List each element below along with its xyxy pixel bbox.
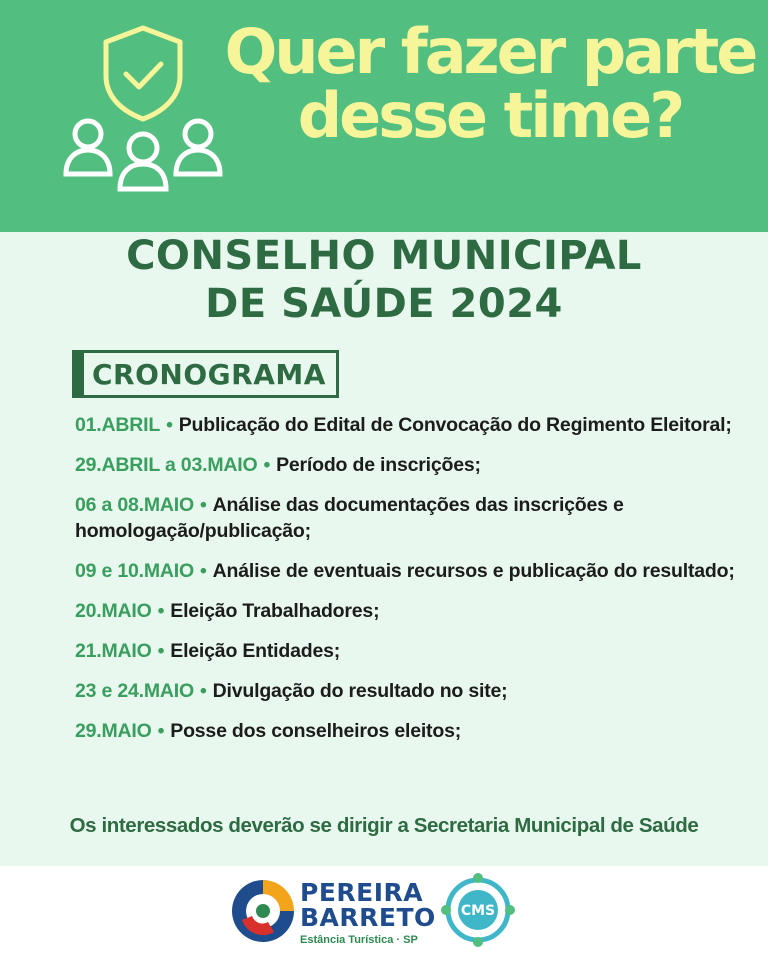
pb-subtitle: Estância Turística · SP [300, 934, 418, 946]
pb-line1: PEREIRA [300, 878, 424, 907]
bullet-separator: • [200, 680, 207, 702]
cms-logo-icon [440, 872, 516, 948]
page-title [0, 232, 768, 328]
cms-logo-text: CMS [460, 903, 496, 919]
schedule-item [75, 718, 735, 744]
schedule-date: 01.ABRIL [75, 414, 161, 436]
headline-line1: Quer fazer parte [224, 15, 756, 88]
schedule-desc: Análise das documentações das inscrições e homologação/publicação; [75, 494, 624, 542]
footer-note: Os interessados deverão se dirigir a Secretaria Municipal de Saúde [69, 814, 699, 837]
bullet-separator: • [157, 640, 165, 662]
bullet-separator: • [263, 454, 271, 476]
schedule-item [75, 452, 735, 478]
schedule-date: 20.MAIO [75, 600, 152, 622]
hero-illustration [58, 22, 228, 192]
users-group-icon [66, 121, 220, 189]
pereira-barreto-wordmark [300, 880, 436, 946]
schedule-date: 06 a 08.MAIO [75, 494, 194, 516]
schedule-item [75, 412, 735, 438]
schedule-item [75, 492, 735, 544]
schedule-desc: Eleição Entidades; [170, 640, 341, 662]
bullet-separator: • [157, 600, 165, 622]
headline [220, 15, 760, 152]
pb-line2: BARRETO [300, 903, 436, 932]
schedule-date: 29.MAIO [75, 720, 152, 742]
schedule-item [75, 558, 735, 584]
schedule-desc: Publicação do Edital de Convocação do Regimento Eleitoral; [178, 414, 732, 436]
schedule-desc: Período de inscrições; [276, 454, 481, 476]
shield-check-icon [106, 28, 180, 119]
schedule-item [75, 598, 735, 624]
title-line1: CONSELHO MUNICIPAL [126, 233, 642, 279]
schedule-date: 29.ABRIL a 03.MAIO [75, 454, 258, 476]
schedule-desc: Posse dos conselheiros eleitos; [170, 720, 462, 742]
bullet-separator: • [157, 720, 165, 742]
schedule-date: 21.MAIO [75, 640, 152, 662]
schedule-desc: Análise de eventuais recursos e publicação do resultado; [212, 560, 735, 582]
schedule-desc: Eleição Trabalhadores; [170, 600, 380, 622]
schedule-item [75, 678, 735, 704]
schedule-date: 09 e 10.MAIO [75, 560, 194, 582]
schedule-date: 23 e 24.MAIO [75, 680, 194, 702]
schedule-list [75, 412, 735, 758]
section-label-cronograma: CRONOGRAMA [72, 350, 339, 398]
schedule-desc: Divulgação do resultado no site; [212, 680, 508, 702]
bullet-separator: • [166, 414, 173, 436]
bullet-separator: • [200, 560, 207, 582]
title-line2: DE SAÚDE 2024 [205, 281, 563, 327]
schedule-item [75, 638, 735, 664]
pereira-barreto-logo-icon [228, 876, 298, 946]
bullet-separator: • [200, 494, 207, 516]
headline-line2: desse time? [297, 79, 683, 152]
